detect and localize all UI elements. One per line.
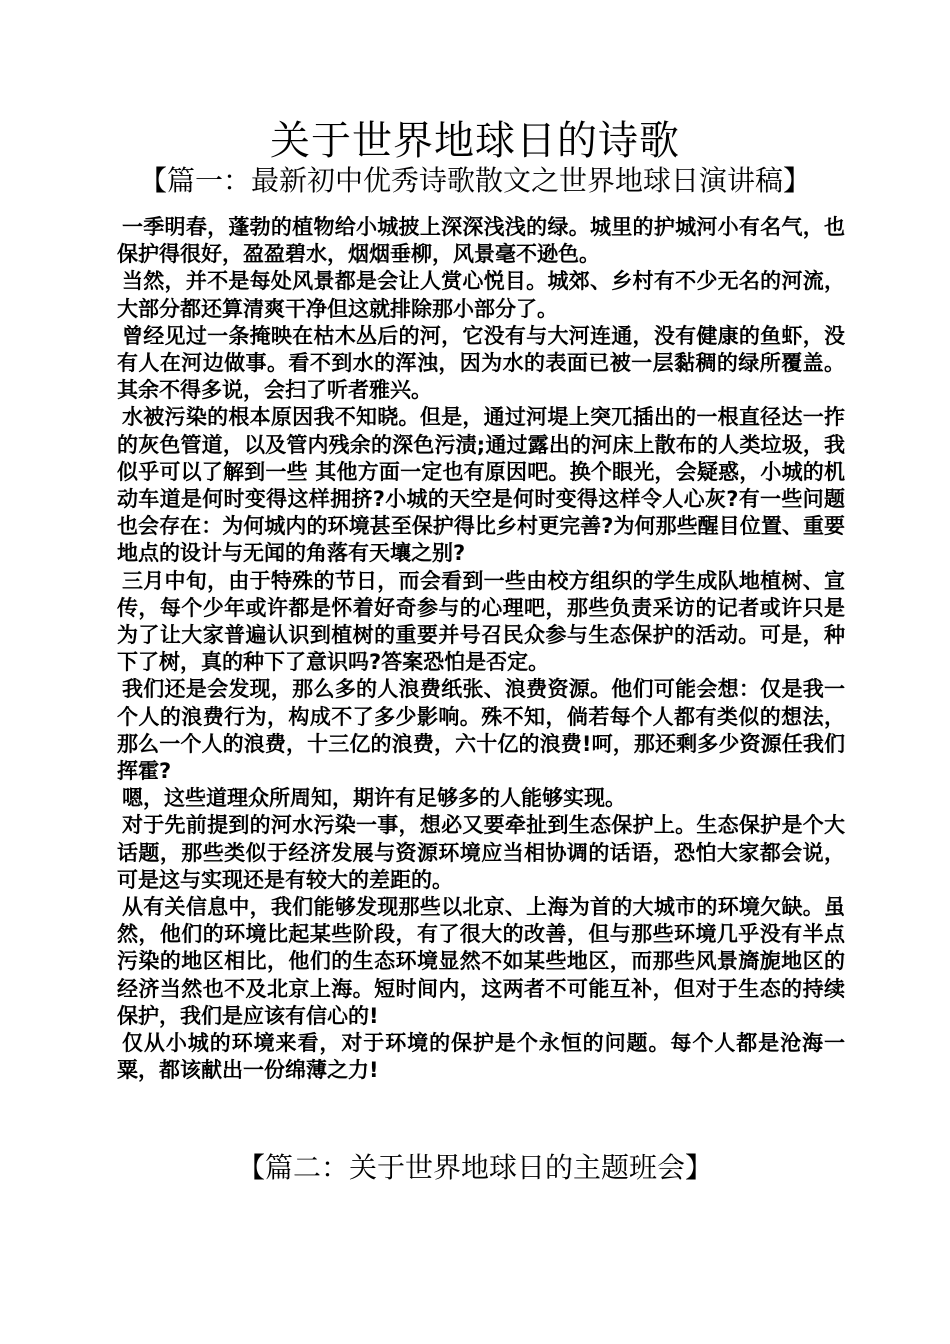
- paragraph: 我们还是会发现，那么多的人浪费纸张、浪费资源。他们可能会想：仅是我一个人的浪费行为，构成不了多少影响。殊不知，倘若每个人都有类似的想法，那么一个人的浪费，十三亿的浪费，六十亿的浪费!呵，那还剩多少资源任我们挥霍?: [117, 677, 845, 784]
- paragraph: 水被污染的根本原因我不知晓。但是，通过河堤上突兀插出的一根直径达一拃的灰色管道，以及管内残余的深色污渍;通过露出的河床上散布的人类垃圾，我似乎可以了解到一些 其他方面一定也有原因吧。换个眼光，会疑惑，小城的机动车道是何时变得这样拥挤?小城的天空是何时变得这样令人心灰?有一些问题也会存在：为何城内的环境甚至保护得比乡村更完善?为何那些醒目位置、重要地点的设计与无闻的角落有天壤之别?: [117, 405, 845, 566]
- paragraph: 仅从小城的环境来看，对于环境的保护是个永恒的问题。每个人都是沧海一粟，都该献出一份绵薄之力!: [117, 1031, 845, 1083]
- paragraph: 曾经见过一条掩映在枯木丛后的河，它没有与大河连通，没有健康的鱼虾，没有人在河边做事。看不到水的浑浊，因为水的表面已被一层黏稠的绿所覆盖。其余不得多说，会扫了听者雅兴。: [117, 323, 845, 403]
- paragraph: 一季明春，蓬勃的植物给小城披上深深浅浅的绿。城里的护城河小有名气，也保护得很好，盈盈碧水，烟烟垂柳，风景毫不逊色。: [117, 215, 845, 267]
- article-body: [117, 214, 845, 1085]
- paragraph: 嗯，这些道理众所周知，期许有足够多的人能够实现。: [122, 786, 626, 811]
- paragraph: 当然，并不是每处风景都是会让人赏心悦目。城郊、乡村有不少无名的河流，大部分都还算清爽干净但这就排除那小部分了。: [117, 269, 845, 321]
- section-heading-2: 【篇二：关于世界地球日的主题班会】: [236, 1151, 713, 1184]
- paragraph: 对于先前提到的河水污染一事，想必又要牵扯到生态保护上。生态保护是个大话题，那些类似于经济发展与资源环境应当相协调的话语，恐怕大家都会说，可是这与实现还是有较大的差距的。: [117, 813, 845, 892]
- document-title: 关于世界地球日的诗歌: [270, 118, 680, 164]
- paragraph: 三月中旬，由于特殊的节日，而会看到一些由校方组织的学生成队地植树、宣传，每个少年或许都是怀着好奇参与的心理吧，那些负责采访的记者或许只是为了让大家普遍认识到植树的重要并号召民众参与生态保护的活动。可是，种下了树，真的种下了意识吗?答案恐怕是否定。: [117, 568, 845, 675]
- section-heading-1: 【篇一：最新初中优秀诗歌散文之世界地球日演讲稿】: [138, 164, 811, 197]
- paragraph: 从有关信息中，我们能够发现那些以北京、上海为首的大城市的环境欠缺。虽然，他们的环境比起某些阶段，有了很大的改善，但与那些环境几乎没有半点污染的地区相比，他们的生态环境显然不如某些地区，而那些风景旖旎地区的经济当然也不及北京上海。短时间内，这两者不可能互补，但对于生态的持续保护，我们是应该有信心的!: [117, 895, 845, 1028]
